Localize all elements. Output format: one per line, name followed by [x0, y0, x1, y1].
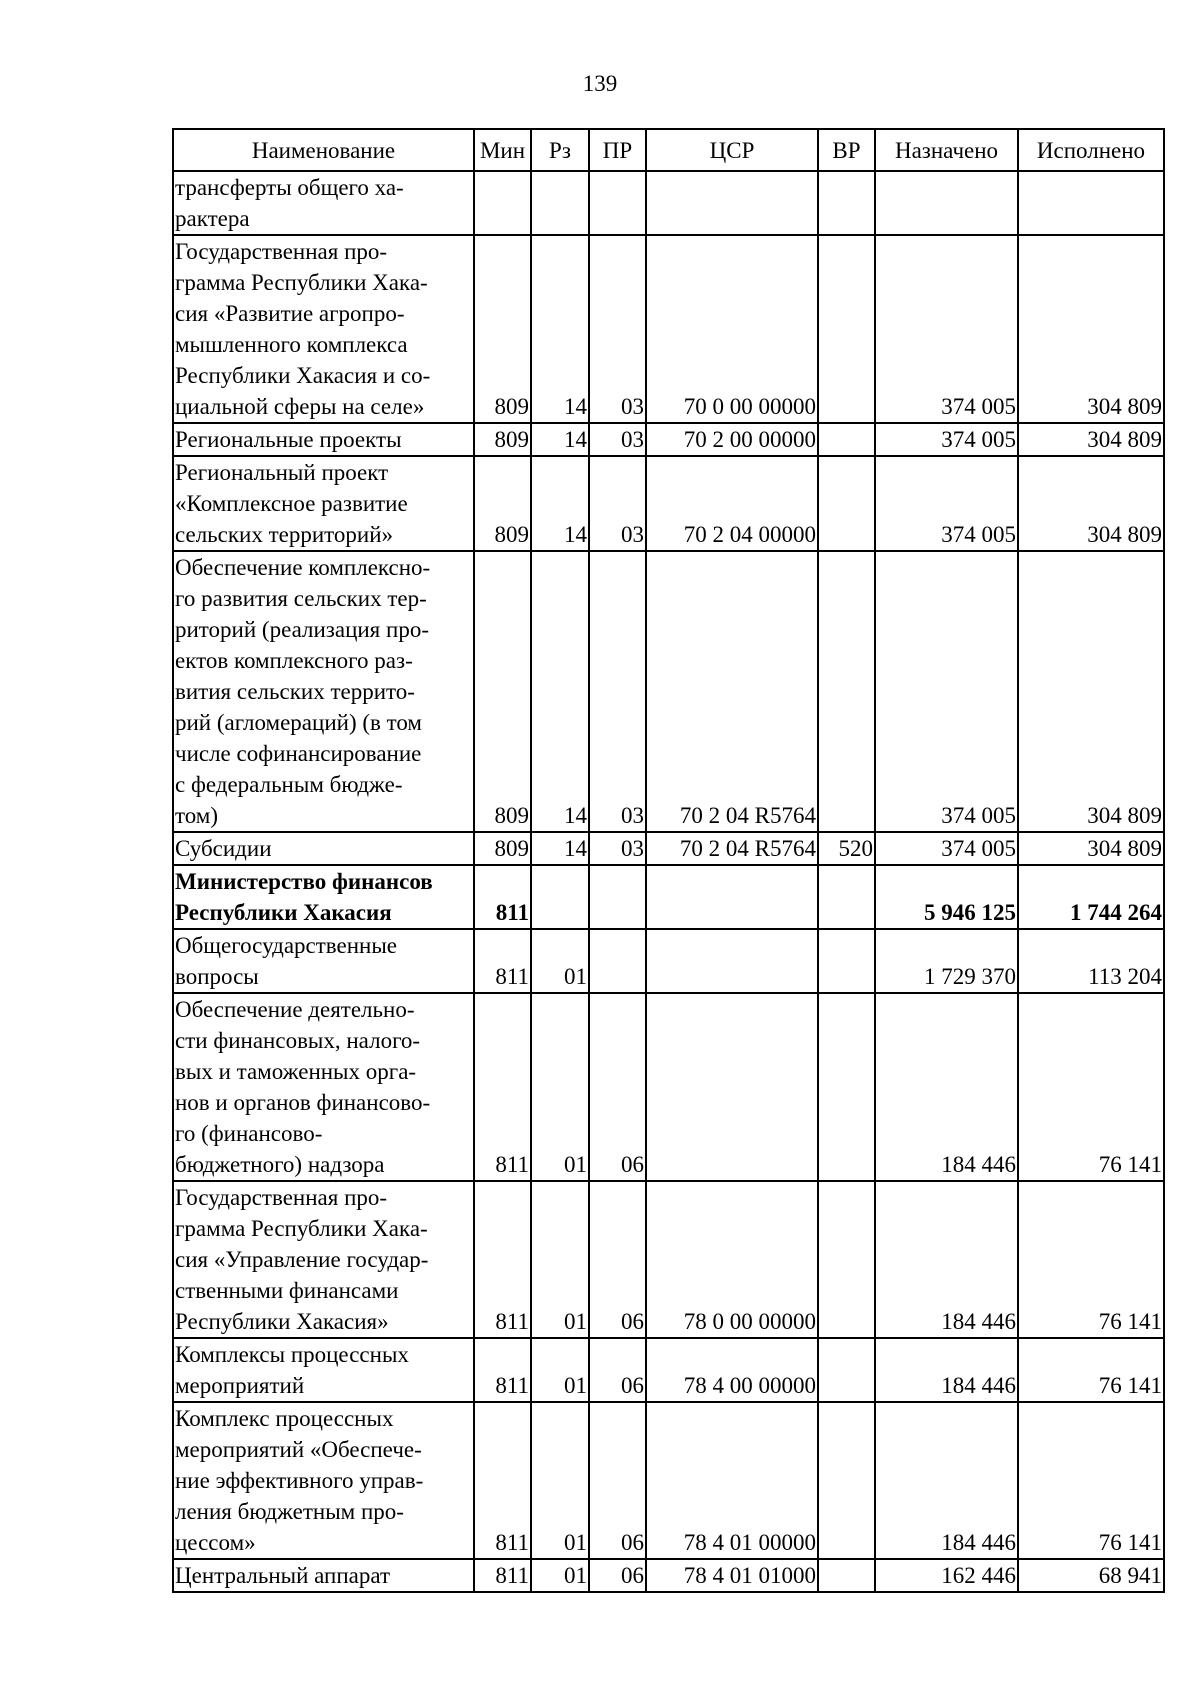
- cell-name-line: Комплекс процессных: [175, 1406, 394, 1431]
- cell-name-line: Республики Хакасия: [175, 900, 392, 925]
- cell-executed: 113 204: [1018, 929, 1164, 993]
- cell-vr: [818, 456, 875, 551]
- table-row: [173, 551, 1164, 832]
- column-header-rz: Рз: [531, 129, 589, 171]
- cell-rz: 01: [531, 993, 589, 1181]
- cell-name-line: ние эффективного управ-: [175, 1468, 424, 1493]
- table-row: [173, 1402, 1164, 1559]
- cell-name-line: циальной сферы на селе»: [175, 394, 425, 419]
- cell-min: 811: [474, 1402, 531, 1559]
- cell-min: 811: [474, 993, 531, 1181]
- cell-name-line: Комплексы процессных: [175, 1342, 409, 1367]
- table-row: [173, 832, 1164, 865]
- cell-name-line: го развития сельских тер-: [175, 586, 427, 611]
- cell-name-line: вопросы: [175, 964, 259, 989]
- cell-vr: [818, 1338, 875, 1402]
- table-row: [173, 865, 1164, 929]
- cell-rz: [531, 171, 589, 235]
- cell-rz: 14: [531, 832, 589, 865]
- cell-csr: 70 2 00 00000: [646, 423, 818, 456]
- cell-name-line: Министерство финансов: [175, 869, 433, 894]
- cell-min: 811: [474, 929, 531, 993]
- cell-name: [173, 1559, 474, 1592]
- cell-name: [173, 1402, 474, 1559]
- table-row: [173, 929, 1164, 993]
- cell-min: [474, 171, 531, 235]
- cell-assigned: 374 005: [875, 456, 1018, 551]
- cell-pr: 06: [589, 993, 646, 1181]
- cell-assigned: 162 446: [875, 1559, 1018, 1592]
- cell-name-line: Субсидии: [175, 836, 272, 861]
- cell-min: 811: [474, 1338, 531, 1402]
- table-row: [173, 1338, 1164, 1402]
- cell-name-line: риторий (реализация про-: [175, 617, 429, 642]
- cell-min: 809: [474, 235, 531, 423]
- cell-name-line: мероприятий «Обеспече-: [175, 1437, 422, 1462]
- cell-assigned: 5 946 125: [875, 865, 1018, 929]
- cell-assigned: 184 446: [875, 993, 1018, 1181]
- cell-name-line: Общегосударственные: [175, 933, 398, 958]
- cell-csr: 70 2 04 R5764: [646, 832, 818, 865]
- cell-name-line: нов и органов финансово-: [175, 1090, 431, 1115]
- cell-name: [173, 456, 474, 551]
- cell-pr: 06: [589, 1402, 646, 1559]
- table-row: [173, 235, 1164, 423]
- cell-rz: 01: [531, 1559, 589, 1592]
- cell-name: [173, 929, 474, 993]
- cell-pr: 06: [589, 1559, 646, 1592]
- cell-csr: 78 0 00 00000: [646, 1181, 818, 1338]
- cell-executed: 304 809: [1018, 423, 1164, 456]
- cell-name-line: бюджетного) надзора: [175, 1152, 385, 1177]
- cell-rz: [531, 865, 589, 929]
- cell-vr: [818, 929, 875, 993]
- cell-vr: [818, 551, 875, 832]
- column-header-name: Наименование: [173, 129, 474, 171]
- cell-vr: [818, 235, 875, 423]
- cell-executed: 304 809: [1018, 832, 1164, 865]
- page-number: 139: [582, 71, 618, 96]
- cell-name: [173, 1181, 474, 1338]
- cell-min: 811: [474, 1559, 531, 1592]
- cell-assigned: 184 446: [875, 1338, 1018, 1402]
- cell-rz: 14: [531, 423, 589, 456]
- cell-vr: [818, 1559, 875, 1592]
- cell-name-line: Обеспечение комплексно-: [175, 555, 431, 580]
- column-header-min: Мин: [474, 129, 531, 171]
- cell-executed: [1018, 171, 1164, 235]
- column-header-pr: ПР: [589, 129, 646, 171]
- cell-min: 811: [474, 1181, 531, 1338]
- table-row: [173, 993, 1164, 1181]
- cell-min: 811: [474, 865, 531, 929]
- cell-name-line: Республики Хакасия и со-: [175, 363, 431, 388]
- cell-rz: 14: [531, 551, 589, 832]
- cell-executed: 76 141: [1018, 993, 1164, 1181]
- cell-rz: 01: [531, 929, 589, 993]
- cell-name-line: грамма Республики Хака-: [175, 1216, 428, 1241]
- cell-name-line: ственными финансами: [175, 1278, 399, 1303]
- cell-assigned: 184 446: [875, 1402, 1018, 1559]
- cell-pr: 03: [589, 551, 646, 832]
- column-header-csr: ЦСР: [646, 129, 818, 171]
- cell-name-line: вых и таможенных орга-: [175, 1059, 417, 1084]
- cell-name-line: Обеспечение деятельно-: [175, 997, 415, 1022]
- cell-vr: 520: [818, 832, 875, 865]
- cell-name: [173, 993, 474, 1181]
- cell-name: [173, 551, 474, 832]
- cell-rz: 14: [531, 235, 589, 423]
- cell-name-line: мышленного комплекса: [175, 332, 408, 357]
- cell-executed: 304 809: [1018, 235, 1164, 423]
- cell-vr: [818, 1402, 875, 1559]
- cell-name: [173, 1338, 474, 1402]
- cell-name: [173, 832, 474, 865]
- cell-assigned: 184 446: [875, 1181, 1018, 1338]
- cell-rz: 01: [531, 1402, 589, 1559]
- cell-vr: [818, 171, 875, 235]
- cell-pr: 03: [589, 832, 646, 865]
- cell-name-line: сти финансовых, налого-: [175, 1028, 421, 1053]
- cell-vr: [818, 423, 875, 456]
- cell-name-line: грамма Республики Хака-: [175, 270, 428, 295]
- cell-csr: 78 4 01 00000: [646, 1402, 818, 1559]
- cell-min: 809: [474, 456, 531, 551]
- cell-pr: 03: [589, 235, 646, 423]
- cell-assigned: 374 005: [875, 235, 1018, 423]
- cell-csr: [646, 865, 818, 929]
- cell-pr: 03: [589, 456, 646, 551]
- cell-executed: 304 809: [1018, 456, 1164, 551]
- cell-name-line: трансферты общего ха-: [175, 175, 404, 200]
- cell-name-line: мероприятий: [175, 1373, 305, 1398]
- cell-name-line: сия «Управление государ-: [175, 1247, 429, 1272]
- cell-rz: 14: [531, 456, 589, 551]
- cell-vr: [818, 993, 875, 1181]
- cell-name-line: с федеральным бюдже-: [175, 772, 403, 797]
- cell-assigned: 374 005: [875, 551, 1018, 832]
- cell-name-line: ления бюджетным про-: [175, 1499, 404, 1524]
- cell-pr: [589, 865, 646, 929]
- cell-vr: [818, 865, 875, 929]
- cell-name-line: числе софинансирование: [175, 741, 422, 766]
- table-row: [173, 171, 1164, 235]
- cell-pr: 06: [589, 1181, 646, 1338]
- cell-name-line: Региональные проекты: [175, 427, 402, 452]
- cell-csr: [646, 171, 818, 235]
- cell-name-line: вития сельских террито-: [175, 679, 415, 704]
- cell-name-line: цессом»: [175, 1530, 256, 1555]
- cell-name: [173, 235, 474, 423]
- table-row: [173, 1181, 1164, 1338]
- cell-name: [173, 423, 474, 456]
- column-header-vr: ВР: [818, 129, 875, 171]
- table-header-row: [173, 129, 1164, 171]
- cell-pr: 03: [589, 423, 646, 456]
- cell-executed: 76 141: [1018, 1338, 1164, 1402]
- table-row: [173, 456, 1164, 551]
- cell-csr: 70 0 00 00000: [646, 235, 818, 423]
- cell-min: 809: [474, 551, 531, 832]
- budget-execution-table: [172, 128, 1165, 1593]
- cell-csr: 70 2 04 00000: [646, 456, 818, 551]
- cell-assigned: 374 005: [875, 832, 1018, 865]
- cell-name-line: том): [175, 803, 219, 828]
- cell-name: [173, 171, 474, 235]
- cell-name-line: ектов комплексного раз-: [175, 648, 413, 673]
- cell-min: 809: [474, 423, 531, 456]
- cell-executed: 304 809: [1018, 551, 1164, 832]
- cell-executed: 76 141: [1018, 1181, 1164, 1338]
- column-header-assigned: Назначено: [875, 129, 1018, 171]
- cell-vr: [818, 1181, 875, 1338]
- cell-name-line: рий (агломераций) (в том: [175, 710, 422, 735]
- cell-name-line: го (финансово-: [175, 1121, 323, 1146]
- cell-name-line: сия «Развитие агропро-: [175, 301, 405, 326]
- cell-name-line: Республики Хакасия»: [175, 1309, 389, 1334]
- table-body: [173, 171, 1164, 1592]
- cell-name-line: Центральный аппарат: [175, 1563, 391, 1588]
- cell-min: 809: [474, 832, 531, 865]
- cell-rz: 01: [531, 1181, 589, 1338]
- cell-executed: 76 141: [1018, 1402, 1164, 1559]
- cell-csr: 78 4 01 01000: [646, 1559, 818, 1592]
- cell-pr: [589, 171, 646, 235]
- cell-executed: 68 941: [1018, 1559, 1164, 1592]
- table-row: [173, 423, 1164, 456]
- table-row: [173, 1559, 1164, 1592]
- cell-name-line: Региональный проект: [175, 460, 389, 485]
- cell-assigned: 374 005: [875, 423, 1018, 456]
- cell-csr: 78 4 00 00000: [646, 1338, 818, 1402]
- cell-rz: 01: [531, 1338, 589, 1402]
- cell-name-line: «Комплексное развитие: [175, 491, 408, 516]
- cell-assigned: [875, 171, 1018, 235]
- cell-name: [173, 865, 474, 929]
- cell-name-line: сельских территорий»: [175, 522, 394, 547]
- cell-assigned: 1 729 370: [875, 929, 1018, 993]
- cell-csr: [646, 929, 818, 993]
- cell-csr: [646, 993, 818, 1181]
- cell-name-line: Государственная про-: [175, 1185, 388, 1210]
- cell-name-line: рактера: [175, 206, 250, 231]
- cell-name-line: Государственная про-: [175, 239, 388, 264]
- cell-pr: [589, 929, 646, 993]
- column-header-executed: Исполнено: [1018, 129, 1164, 171]
- cell-csr: 70 2 04 R5764: [646, 551, 818, 832]
- cell-pr: 06: [589, 1338, 646, 1402]
- cell-executed: 1 744 264: [1018, 865, 1164, 929]
